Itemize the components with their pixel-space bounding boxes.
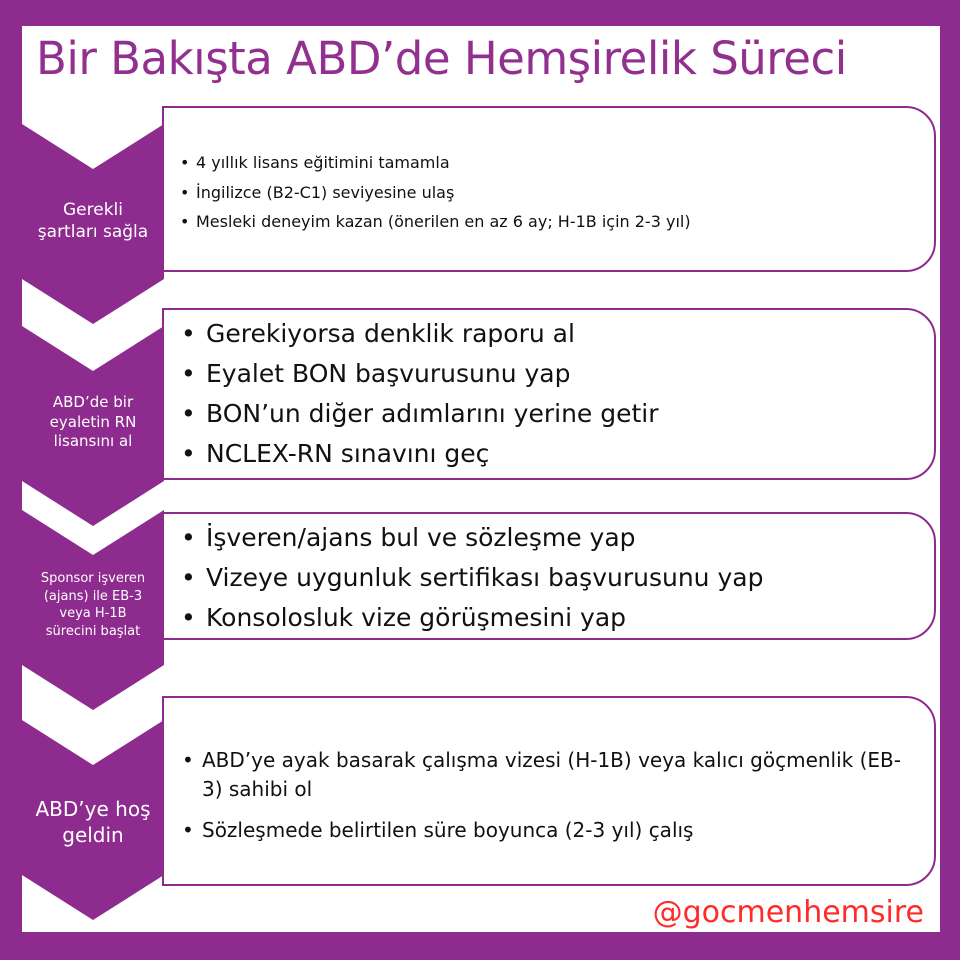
step-2-item: • Eyalet BON başvurusunu yap bbox=[206, 354, 934, 394]
step-1-label-line-2: şartları sağla bbox=[37, 222, 149, 243]
step-2-item: • Gerekiyorsa denklik raporu al bbox=[206, 314, 934, 354]
step-4-label-line-2: geldin bbox=[62, 823, 124, 847]
step-2-item: • BON’un diğer adımlarını yerine getir bbox=[206, 394, 934, 434]
step-2-label bbox=[22, 393, 164, 452]
step-3-item: • İşveren/ajans bul ve sözleşme yap bbox=[206, 518, 934, 558]
step-4-label bbox=[22, 796, 164, 848]
step-1-label-line-1: Gerekli bbox=[63, 200, 123, 220]
step-2-box bbox=[162, 308, 936, 480]
step-3-label-line-1: Sponsor işveren bbox=[40, 571, 146, 586]
step-3-item: • Vizeye uygunluk sertifikası başvurusunu yap bbox=[206, 558, 934, 598]
step-4-item: • ABD’ye ayak basarak çalışma vizesi (H-1B) veya kalıcı göçmenlik (EB-3) sahibi ol bbox=[202, 746, 914, 804]
step-1-item: • 4 yıllık lisans eğitimini tamamla bbox=[196, 148, 934, 178]
social-handle: @gocmenhemsire bbox=[652, 895, 924, 930]
main-panel bbox=[22, 26, 940, 932]
step-2-label-line-2: eyaletin RN bbox=[49, 412, 137, 431]
step-2-item: • NCLEX-RN sınavını geç bbox=[206, 434, 934, 474]
step-4-box bbox=[162, 696, 936, 886]
step-1-item: • İngilizce (B2-C1) seviyesine ulaş bbox=[196, 178, 934, 208]
step-3-label-line-3: veya H-1B bbox=[59, 606, 127, 622]
step-4-item: • Sözleşmede belirtilen süre boyunca (2-3 yıl) çalış bbox=[202, 816, 914, 845]
step-3-label bbox=[22, 570, 164, 640]
step-3-box bbox=[162, 512, 936, 640]
page-title: Bir Bakışta ABD’de Hemşirelik Süreci bbox=[36, 32, 847, 85]
step-3-item: • Konsolosluk vize görüşmesini yap bbox=[206, 598, 934, 638]
step-4-label-line-1: ABD’ye hoş bbox=[35, 797, 151, 821]
step-1-label bbox=[22, 199, 164, 243]
step-3-label-line-2: (ajans) ile EB-3 bbox=[43, 588, 143, 604]
step-2-label-line-1: ABD’de bir bbox=[52, 393, 134, 411]
step-3-label-line-4: sürecini başlat bbox=[45, 623, 141, 639]
step-1-box bbox=[162, 106, 936, 272]
step-2-label-line-3: lisansını al bbox=[53, 432, 133, 450]
step-1-item: • Mesleki deneyim kazan (önerilen en az 6 ay; H-1B için 2-3 yıl) bbox=[196, 207, 934, 237]
